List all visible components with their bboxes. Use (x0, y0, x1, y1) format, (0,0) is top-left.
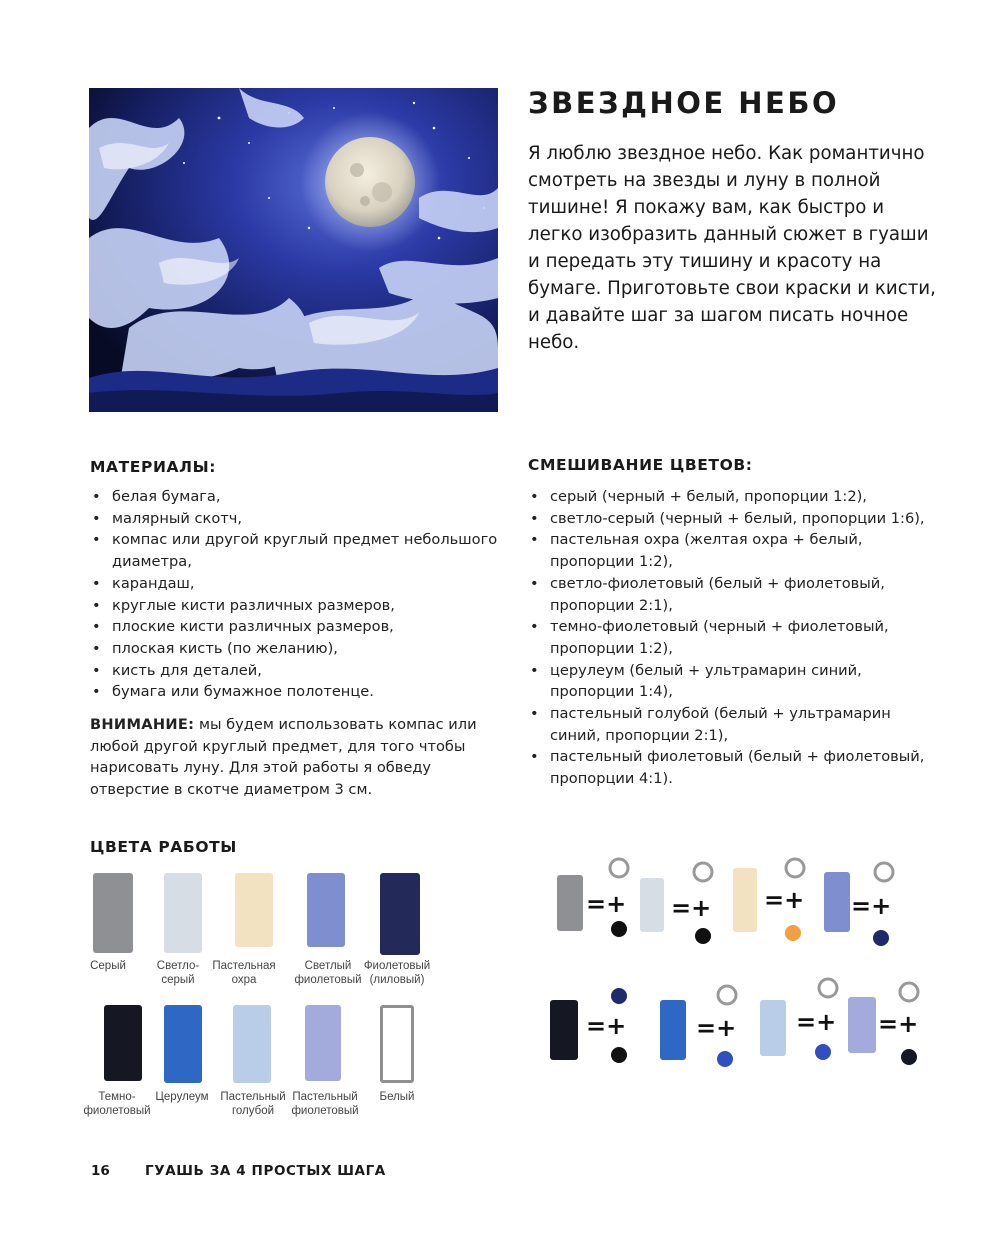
mix-sign: =+ (586, 890, 627, 918)
mix-swatch-pastel-violet (848, 997, 876, 1053)
swatch-caption (357, 1091, 437, 1105)
running-title: ГУАШЬ ЗА 4 ПРОСТЫХ ШАГА (145, 1163, 386, 1179)
list-item: • пастельный голубой (белый + ультрамарин синий, пропорции 2:1), (528, 703, 940, 746)
page-number: 16 (91, 1163, 110, 1179)
white-dot (819, 979, 837, 997)
caption-line: голубой (231, 1104, 275, 1117)
caption-line: Темно- (98, 1091, 136, 1103)
violet-dot (873, 930, 889, 946)
list-item: • плоская кисть (по желанию), (90, 638, 502, 660)
mix-swatch-light-violet (824, 872, 850, 932)
ultramarine-dot (717, 1051, 733, 1067)
list-item: • бумага или бумажное полотенце. (90, 681, 502, 703)
attention-label: ВНИМАНИЕ: (90, 716, 195, 733)
caption-line: Светлый (304, 960, 352, 972)
swatch-gray (93, 873, 133, 953)
mix-row-2 (550, 979, 918, 1067)
swatch-light-gray (164, 873, 202, 953)
black-dot (611, 921, 627, 937)
swatch-pastel-ochre (235, 873, 273, 947)
swatch-caption (142, 1091, 222, 1105)
ochre-dot (785, 925, 801, 941)
caption-line: Пастельный (292, 1091, 358, 1103)
swatch-pastel-violet (305, 1005, 341, 1081)
list-item: • серый (черный + белый, пропорции 1:2), (528, 486, 940, 508)
night-sky-painting (89, 88, 498, 412)
list-item: • пастельный фиолетовый (белый + фиолетовый, пропорции 4:1). (528, 746, 940, 789)
swatch-caption (285, 1091, 365, 1118)
mix-sign: =+ (796, 1008, 837, 1036)
ultramarine-dot (815, 1044, 831, 1060)
list-item: • карандаш, (90, 573, 502, 595)
dark-violet-dot (901, 1049, 917, 1065)
caption-line: охра (231, 973, 257, 986)
caption-line: фиолетовый (291, 1104, 359, 1117)
list-item: • пастельная охра (желтая охра + белый, пропорции 1:2), (528, 529, 940, 572)
caption-line: фиолетовый (294, 973, 362, 986)
mix-sign: =+ (696, 1014, 737, 1042)
mix-sign: =+ (851, 892, 892, 920)
intro-paragraph: Я люблю звездное небо. Как романтично смотреть на звезды и луну в полной тишине! Я покажу вам, как быстро и легко изобразить данный сюжет в гуаши и передать эту тишину и красоту на бумаге. Приготовьте свои краски и кисти, и давайте шаг за шагом писать ночное небо. (528, 143, 936, 353)
caption-line: Пастельная (212, 960, 276, 972)
white-dot (694, 863, 712, 881)
list-item: • темно-фиолетовый (черный + фиолетовый, пропорции 1:2), (528, 616, 940, 659)
caption-line: Светло- (156, 960, 200, 972)
caption-line: серый (161, 973, 195, 986)
swatch-dark-violet (104, 1005, 142, 1081)
swatch-caption (288, 960, 368, 987)
white-dot (900, 983, 918, 1001)
caption-line: Белый (379, 1091, 415, 1103)
mix-sign: =+ (764, 886, 805, 914)
mix-swatch-cerulean (660, 1000, 686, 1060)
mix-swatch-dark-violet (550, 1000, 578, 1060)
swatch-white (380, 1005, 414, 1083)
list-item: • церулеум (белый + ультрамарин синий, пропорции 1:4), (528, 660, 940, 703)
caption-line: фиолетовый (83, 1104, 151, 1117)
caption-line: (лиловый) (369, 973, 425, 986)
black-dot (611, 1047, 627, 1063)
swatch-caption (68, 960, 148, 974)
list-item: • плоские кисти различных размеров, (90, 616, 502, 638)
swatch-pastel-blue (233, 1005, 271, 1083)
caption-line: Пастельный (220, 1091, 286, 1103)
materials-list (90, 486, 502, 703)
swatch-caption (213, 1091, 293, 1118)
list-item: • кисть для деталей, (90, 660, 502, 682)
list-item: • светло-серый (черный + белый, пропорции 1:6), (528, 508, 940, 530)
white-dot (718, 986, 736, 1004)
attention-note (90, 714, 500, 801)
mix-sign: =+ (586, 1012, 627, 1040)
mixing-heading: СМЕШИВАНИЕ ЦВЕТОВ: (528, 456, 753, 474)
white-dot (875, 863, 893, 881)
list-item: • компас или другой круглый предмет небольшого диаметра, (90, 529, 502, 572)
caption-line: Серый (90, 960, 126, 972)
palette-heading: ЦВЕТА РАБОТЫ (90, 838, 237, 856)
swatch-violet (380, 873, 420, 955)
color-mixing-diagram (540, 850, 940, 1080)
black-dot (695, 928, 711, 944)
list-item: • светло-фиолетовый (белый + фиолетовый, пропорции 2:1), (528, 573, 940, 616)
mix-swatch-light-gray (640, 878, 664, 932)
attention-text: мы будем использовать компас или любой другой круглый предмет, для того чтобы нарисовать луну. Для этой работы я обведу отверстие в скотче диаметром 3 см. (90, 716, 477, 799)
caption-line: Церулеум (155, 1091, 209, 1103)
mix-swatch-gray (557, 875, 583, 931)
white-dot (610, 859, 628, 877)
violet-dot (611, 988, 627, 1004)
list-item: • круглые кисти различных размеров, (90, 595, 502, 617)
swatch-caption (357, 960, 437, 987)
mix-sign: =+ (878, 1010, 919, 1038)
materials-heading: МАТЕРИАЛЫ: (90, 458, 217, 476)
swatch-light-violet (307, 873, 345, 947)
caption-line: Фиолетовый (363, 960, 431, 972)
white-dot (786, 859, 804, 877)
mix-swatch-pastel-blue (760, 1000, 786, 1056)
swatch-cerulean (164, 1005, 202, 1083)
list-item: • белая бумага, (90, 486, 502, 508)
page-title: ЗВЕЗДНОЕ НЕБО (528, 86, 840, 120)
list-item: • малярный скотч, (90, 508, 502, 530)
mix-sign: =+ (671, 894, 712, 922)
mix-row-1 (557, 859, 893, 946)
swatch-caption (204, 960, 284, 987)
mixing-list (528, 486, 940, 790)
mix-swatch-pastel-ochre (733, 868, 757, 932)
